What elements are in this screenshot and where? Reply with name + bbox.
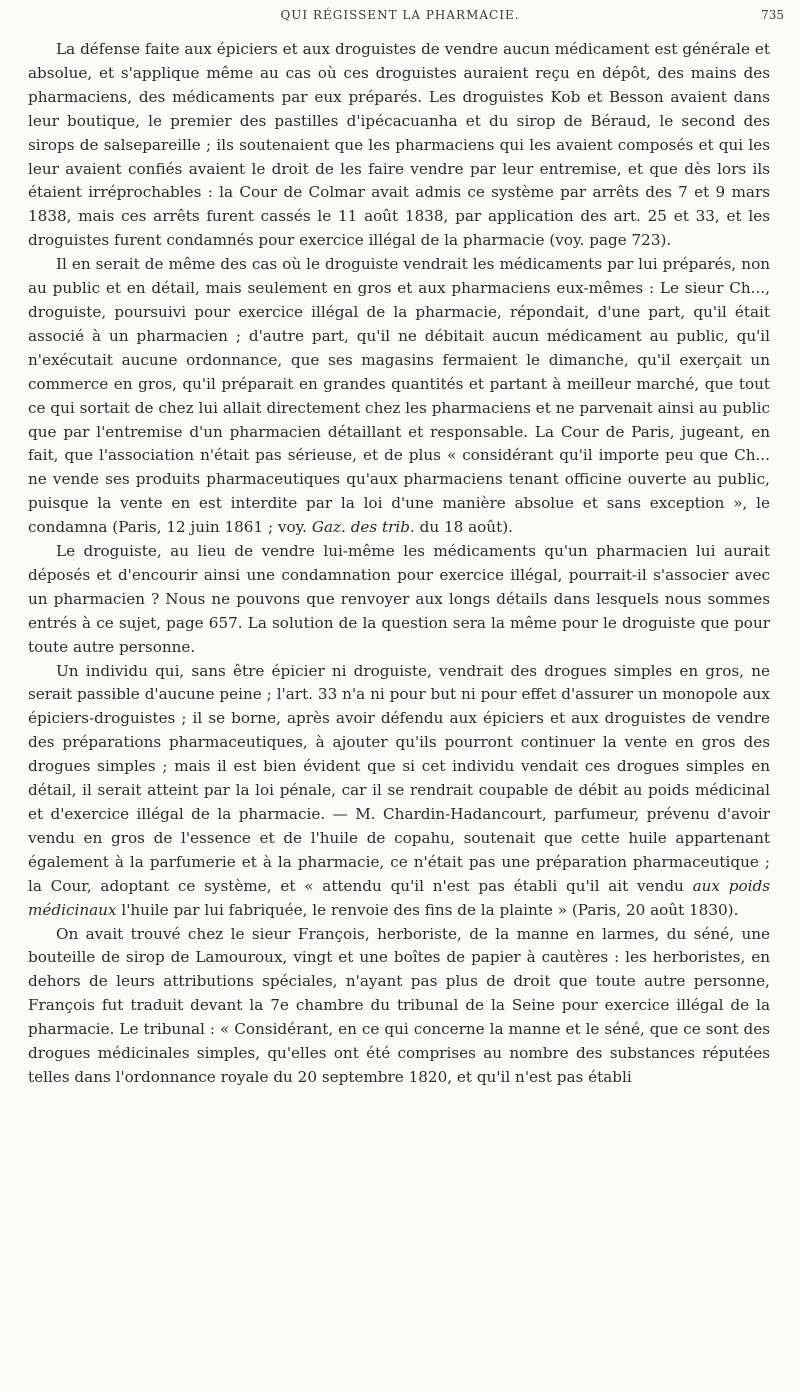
paragraph-herboriste: On avait trouvé chez le sieur François, herboriste, de la manne en larmes, du séné, une bouteille de sirop de Lamouroux, vingt et une boîtes de papier à cautères : les herboristes, en dehors de leurs attributions spéciales, n'ayant pas plus de droit que toute autre personne, François fut traduit devant la 7e chambre du tribunal de la Seine pour exercice illégal de la pharmacie. Le tribunal : « Considérant, en ce qui concerne la manne et le séné, que ce sont des drogues médicinales simples, qu'elles ont été comprises au nombre des substances réputées telles dans l'ordonnance royale du 20 septembre 1820, et qu'il n'est pas établi [28, 924, 770, 1086]
page-number: 735 [761, 8, 784, 22]
paragraph-text: Un individu qui, sans être épicier ni droguiste, vendrait des drogues simples en gros, ne serait passible d'aucune peine ; l'art. 33 n'a ni pour but ni pour effet d'assurer un monopole aux épiciers-droguistes ; il se borne, après avoir défendu aux épiciers et aux droguistes de vendre des préparations pharmaceutiques, à ajouter qu'ils pourront continuer la vente en gros des drogues simples ; mais il est bien évident que si cet individu vendait ces drogues simples en détail, il serait atteint par la loi pénale, car il se rendrait coupable de débit au poids médicinal et d'exercice illégal de la pharmacie. — M. Chardin-Hadancourt, parfumeur, prévenu d'avoir vendu en gros de l'essence et de l'huile de copahu, soutenait que cette huile appartenant également à la parfumerie et à la pharmacie, ce n'était pas une préparation pharmaceutique ; la Cour, adoptant ce système, et « attendu qu'il n'est pas établi qu'il ait vendu [28, 661, 770, 895]
citation-italic: aux poids médicinaux [28, 876, 771, 919]
paragraph-droguistes-depot: La défense faite aux épiciers et aux droguistes de vendre aucun médicament est générale et absolue, et s'applique même au cas où ces droguistes auraient reçu en dépôt, des mains des pharmaciens, des médicaments par eux préparés. Les droguistes Kob et Besson avaient dans leur boutique, le premier des pastilles d'ipécacuanha et du sirop de Béraud, le second des sirops de salsepareille ; ils soutenaient que les pharmaciens qui les avaient composés et qui les leur avaient confiés avaient le droit de les faire vendre par leur entremise, et que dès lors ils étaient irréprochables : la Cour de Colmar avait admis ce système par arrêts des 7 et 9 mars 1838, mais ces arrêts furent cassés le 11 août 1838, par application des art. 25 et 33, et les droguistes furent condamnés pour exercice illégal de la pharmacie (voy. page 723). [28, 40, 770, 250]
body-text [28, 38, 770, 1090]
paragraph-text: l'huile par lui fabriquée, le renvoie des fins de la plainte » (Paris, 20 août 1830). [116, 900, 739, 919]
running-title: QUI RÉGISSENT LA PHARMACIE. [280, 8, 520, 22]
running-head [0, 8, 800, 30]
paragraph-vente-en-gros [28, 253, 770, 540]
paragraph-association: Le droguiste, au lieu de vendre lui-même les médicaments qu'un pharmacien lui aurait déposés et d'encourir ainsi une condamnation pour exercice illégal, pourrait-il s'associer avec un pharmacien ? Nous ne pouvons que renvoyer aux longs détails dans lesquels nous sommes entrés à ce sujet, page 657. La solution de la question sera la même pour le droguiste que pour toute autre personne. [28, 542, 770, 656]
paragraph-text: du 18 août). [414, 518, 513, 537]
citation-italic: Gaz. des trib. [311, 518, 415, 537]
paragraph-drogues-simples [28, 660, 770, 923]
paragraph-text: Il en serait de même des cas où le droguiste vendrait les médicaments par lui préparés, non au public et en détail, mais seulement en gros et aux pharmaciens eux-mêmes : Le sieur Ch..., droguiste, poursuivi pour exercice illégal de la pharmacie, répondait, d'une part, qu'il était associé à un pharmacien ; d'autre part, qu'il ne débitait aucun médicament au public, qu'il n'exécutait aucune ordonnance, que ses magasins fermaient le dimanche, qu'il exerçait un commerce en gros, qu'il préparait en grandes quantités et partant à meilleur marché, que tout ce qui sortait de chez lui allait directement chez les pharmaciens et ne parvenait ainsi au public que par l'entremise d'un pharmacien détaillant et responsable. La Cour de Paris, jugeant, en fait, que l'association n'était pas sérieuse, et de plus « considérant qu'il importe peu que Ch... ne vende ses produits pharmaceutiques qu'aux pharmaciens tenant officine ouverte au public, puisque la vente en est interdite par la loi d'une manière absolue et sans exception », le condamna (Paris, 12 juin 1861 ; voy. [28, 255, 770, 537]
